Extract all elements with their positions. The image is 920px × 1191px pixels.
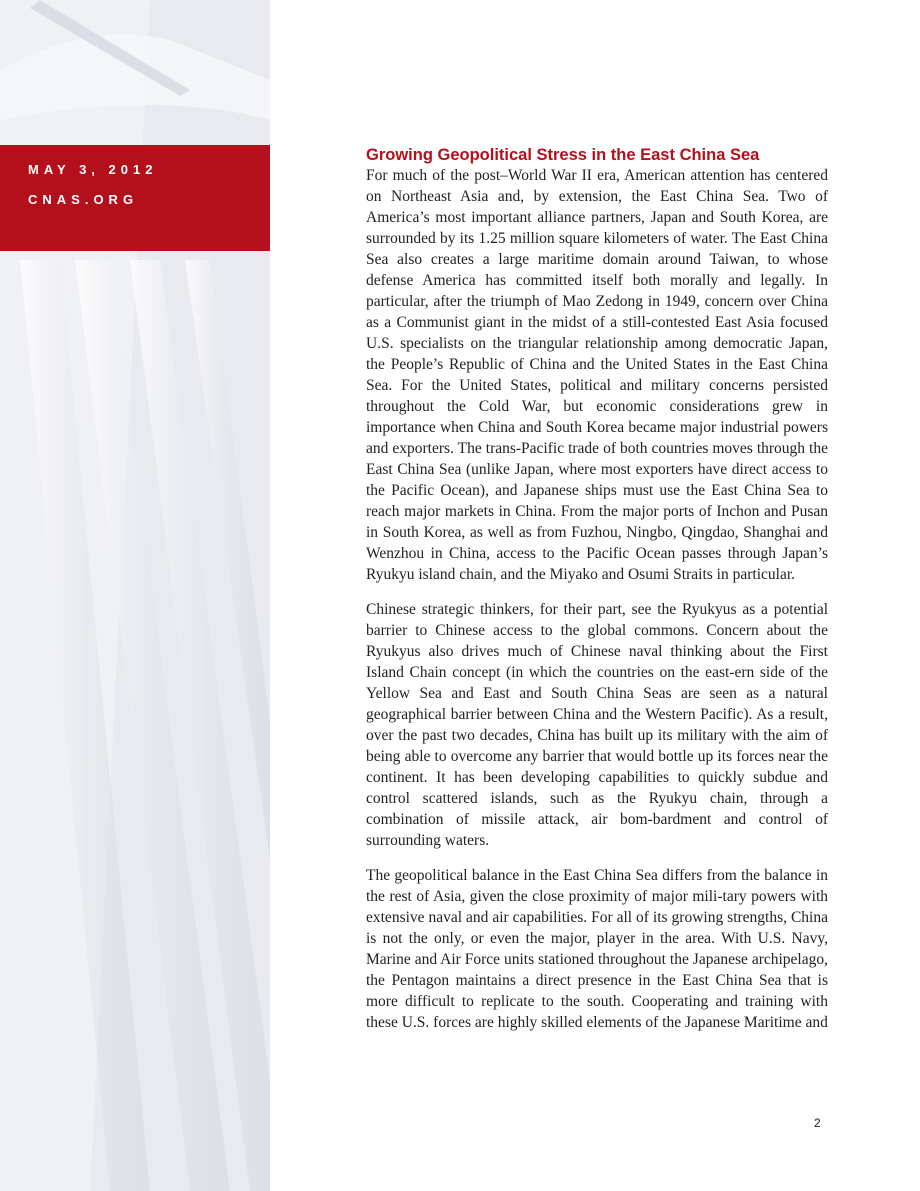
page-number: 2 xyxy=(814,1116,821,1130)
publication-date: MAY 3, 2012 xyxy=(28,162,158,177)
paragraph-1: For much of the post–World War II era, American attention has centered on Northeast Asia and, by extension, the East China Sea. Two of America’s most important alliance partners, Japan and South Korea, are surrounded by its 1.25 million square kilometers of water. The East China Sea also creates a large maritime domain around Taiwan, to whose defense America has committed itself both morally and legally. In particular, after the triumph of Mao Zedong in 1949, concern over China as a Communist giant in the midst of a still-contested East Asia focused U.S. specialists on the triangular relationship among democratic Japan, the People’s Republic of China and the United States in the East China Sea. For the United States, political and military concerns persisted throughout the Cold War, but economic considerations grew in importance when China and South Korea became major industrial powers and exporters. The trans-Pacific trade of both countries moves through the East China Sea (unlike Japan, where most exporters have direct access to the Pacific Ocean), and Japanese ships must use the East China Sea to reach major markets in China. From the major ports of Inchon and Pusan in South Korea, as well as from Fuzhou, Ningbo, Qingdao, Shanghai and Wenzhou in China, access to the Pacific Ocean passes through Japan’s Ryukyu island chain, and the Miyako and Osumi Straits in particular. xyxy=(366,167,828,583)
sidebar xyxy=(0,0,270,1191)
paragraph-2: Chinese strategic thinkers, for their part, see the Ryukyus as a potential barrier to Chinese access to the global commons. Concern about the Ryukyus also drives much of Chinese naval thinking about the First Island Chain concept (in which the countries on the east-ern side of the Yellow Sea and East and South China Seas are seen as a natural geographical barrier between China and the Western Pacific). As a result, over the past two decades, China has built up its military with the aim of being able to overcome any barrier that would bottle up its forces near the continent. It has been developing capabilities to quickly subdue and control scattered islands, such as the Ryukyu chain, through a combination of missile attack, air bom-bardment and control of surrounding waters. xyxy=(366,601,828,849)
section-heading: Growing Geopolitical Stress in the East China Sea xyxy=(366,146,760,164)
website-label: CNAS.ORG xyxy=(28,192,139,207)
paragraph-3: The geopolitical balance in the East China Sea differs from the balance in the rest of Asia, given the close proximity of major mili-tary powers with extensive naval and air capabilities. For all of its growing strengths, China is not the only, or even the major, player in the area. With U.S. Navy, Marine and Air Force units stationed throughout the Japanese archipelago, the Pentagon maintains a direct presence in the East China Sea that is more difficult to replicate to the south. Cooperating and training with these U.S. forces are highly skilled elements of the Japanese Maritime and xyxy=(366,867,828,1031)
article-body xyxy=(366,145,828,1047)
date-site-banner xyxy=(0,145,270,251)
